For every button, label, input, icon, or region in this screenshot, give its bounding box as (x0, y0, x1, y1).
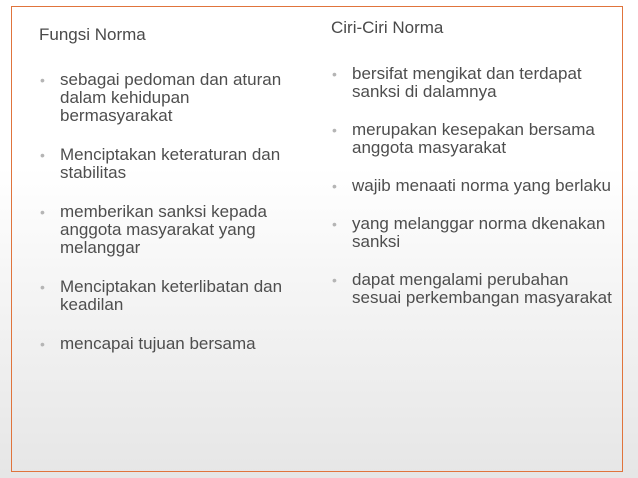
list-item-text: yang melanggar norma dkenakan sanksi (352, 214, 606, 251)
list-item (39, 203, 301, 257)
bullet-icon: • (40, 72, 45, 88)
list-item (331, 215, 621, 251)
list-item (331, 121, 621, 157)
list-item (331, 271, 621, 307)
bullet-icon: • (332, 122, 337, 138)
list-item (331, 177, 621, 195)
bullet-icon: • (332, 272, 337, 288)
bullet-icon: • (332, 66, 337, 82)
fungsi-norma-column (39, 25, 301, 374)
list-item-text: memberikan sanksi kepada anggota masyarakat yang melanggar (60, 202, 267, 257)
fungsi-norma-list (39, 71, 301, 353)
bullet-icon: • (40, 204, 45, 220)
list-item-text: wajib menaati norma yang berlaku (352, 176, 611, 195)
ciri-ciri-norma-column (331, 18, 621, 327)
list-item (39, 146, 301, 182)
list-item-text: Menciptakan keteraturan dan stabilitas (60, 145, 281, 182)
list-item (39, 335, 301, 353)
list-item-text: Menciptakan keterlibatan dan keadilan (60, 277, 283, 314)
bullet-icon: • (40, 336, 45, 352)
bullet-icon: • (40, 279, 45, 295)
bullet-icon: • (332, 178, 337, 194)
list-item-text: merupakan kesepakan bersama anggota masyarakat (352, 120, 595, 157)
fungsi-norma-heading: Fungsi Norma (39, 25, 146, 44)
list-item (39, 278, 301, 314)
ciri-ciri-norma-list (331, 65, 621, 307)
list-item-text: dapat mengalami perubahan sesuai perkembangan masyarakat (352, 270, 612, 307)
list-item-text: bersifat mengikat dan terdapat sanksi di dalamnya (352, 64, 582, 101)
bullet-icon: • (332, 216, 337, 232)
list-item (39, 71, 301, 125)
bullet-icon: • (40, 147, 45, 163)
ciri-ciri-norma-heading: Ciri-Ciri Norma (331, 18, 444, 37)
list-item (331, 65, 621, 101)
list-item-text: mencapai tujuan bersama (60, 334, 256, 353)
list-item-text: sebagai pedoman dan aturan dalam kehidupan bermasyarakat (60, 70, 282, 125)
